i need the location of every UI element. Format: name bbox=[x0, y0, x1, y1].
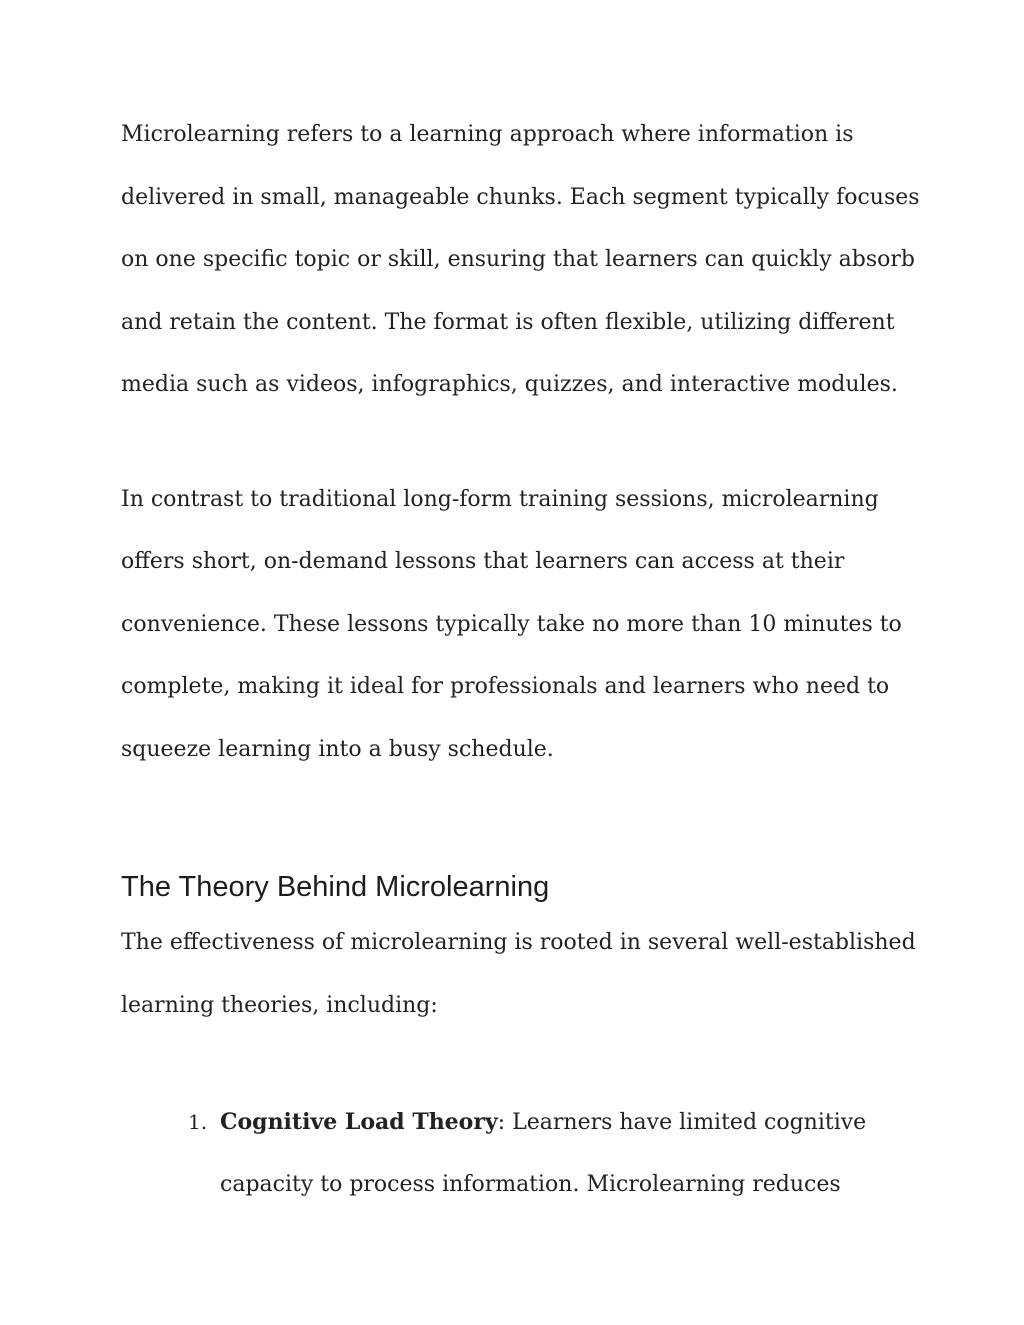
paragraph-line: The effectiveness of microlearning is rooted in several well-established bbox=[121, 930, 916, 955]
theories-list bbox=[121, 1091, 866, 1216]
paragraph-line: on one specific topic or skill, ensuring that learners can quickly absorb bbox=[121, 247, 915, 272]
paragraph-line: and retain the content. The format is often flexible, utilizing different bbox=[121, 309, 895, 335]
paragraph-line: Microlearning refers to a learning approach where information is bbox=[121, 122, 854, 147]
paragraph-intro bbox=[121, 104, 921, 417]
paragraph-line: learning theories, including: bbox=[121, 992, 438, 1018]
list-item-line bbox=[220, 1091, 866, 1154]
paragraph-line: In contrast to traditional long-form training sessions, microlearning bbox=[121, 486, 879, 512]
list-item-line: capacity to process information. Microlearning reduces bbox=[220, 1171, 841, 1197]
list-item bbox=[121, 1091, 866, 1216]
paragraph-line: offers short, on-demand lessons that learners can access at their bbox=[121, 549, 845, 574]
section-heading: The Theory Behind Microlearning bbox=[121, 871, 550, 903]
paragraph-line: media such as videos, infographics, quizzes, and interactive modules. bbox=[121, 372, 898, 397]
document-page bbox=[121, 104, 921, 1197]
paragraph-line: delivered in small, manageable chunks. Each segment typically focuses bbox=[121, 184, 920, 210]
list-term: Cognitive Load Theory bbox=[220, 1109, 498, 1135]
paragraph-line: complete, making it ideal for professionals and learners who need to bbox=[121, 674, 890, 699]
paragraph-line: convenience. These lessons typically take no more than 10 minutes to bbox=[121, 611, 902, 637]
paragraph-line: squeeze learning into a busy schedule. bbox=[121, 736, 554, 762]
paragraph-contrast bbox=[121, 469, 921, 782]
list-description: : Learners have limited cognitive bbox=[497, 1110, 867, 1135]
paragraph-theories-intro bbox=[121, 912, 916, 1037]
list-number: 1. bbox=[188, 1110, 208, 1134]
